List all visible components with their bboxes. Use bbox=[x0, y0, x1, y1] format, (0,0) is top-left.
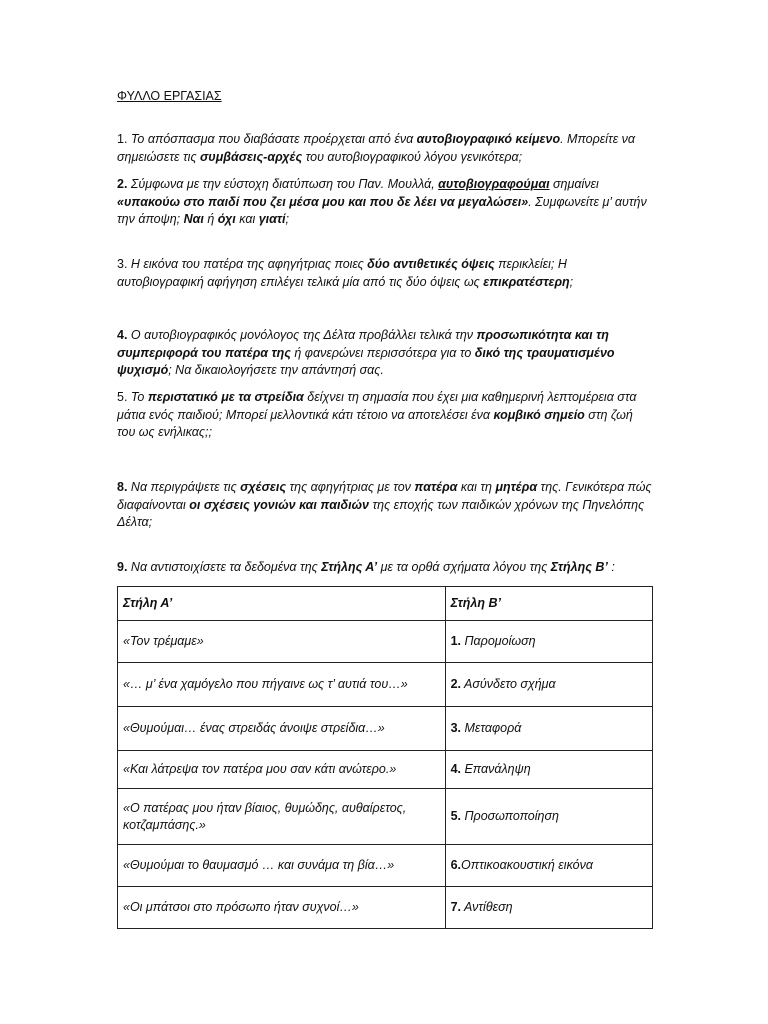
header-column-b: Στήλη Β’ bbox=[445, 587, 652, 621]
emphasis: σχέσεις bbox=[240, 480, 287, 494]
column-a-cell: «Και λάτρεψα τον πατέρα μου σαν κάτι ανώτερο.» bbox=[118, 751, 446, 789]
emphasis: κομβικό σημείο bbox=[493, 407, 585, 422]
emphasis: πατέρα bbox=[414, 480, 458, 494]
question-number: 2. bbox=[117, 177, 128, 191]
column-b-cell: 3. Μεταφορά bbox=[445, 707, 652, 751]
column-b-cell: 4. Επανάληψη bbox=[445, 751, 652, 789]
question-number: 8. bbox=[117, 480, 128, 494]
table-row bbox=[118, 707, 653, 751]
table-row bbox=[118, 663, 653, 707]
column-b-cell: 2. Ασύνδετο σχήμα bbox=[445, 663, 652, 707]
emphasis: προσωπικότητα και τη συμπεριφορά του πατέρα της bbox=[117, 328, 609, 360]
question-4: 4. Ο αυτοβιογραφικός μονόλογος της Δέλτα προβάλλει τελικά την προσωπικότητα και τη συμπεριφορά του πατέρα της ή φανερώνει περισσότερα για το δικό της τραυματισμένο ψυχισμό; Να δικαιολογήσετε την απάντησή σας. bbox=[117, 328, 615, 377]
table-row bbox=[118, 751, 653, 789]
question-number: 5. bbox=[117, 390, 128, 404]
column-a-cell: «… μ’ ένα χαμόγελο που πήγαινε ως τ’ αυτιά του…» bbox=[118, 663, 446, 707]
emphasis: επικρατέστερη bbox=[483, 274, 570, 289]
emphasis: δύο αντιθετικές όψεις bbox=[367, 257, 495, 271]
column-b-cell: 5. Προσωποποίηση bbox=[445, 789, 652, 845]
emphasis: Στήλης Β’ bbox=[550, 560, 608, 574]
column-a-cell: «Οι μπάτσοι στο πρόσωπο ήταν συχνοί…» bbox=[118, 887, 446, 929]
emphasis: συμβάσεις-αρχές bbox=[200, 149, 303, 164]
emphasis: Ναι bbox=[183, 212, 204, 226]
question-9: 9. Να αντιστοιχίσετε τα δεδομένα της Στήλης Α’ με τα ορθά σχήματα λόγου της Στήλης Β’ : bbox=[117, 560, 615, 574]
question-5: 5. Το περιστατικό με τα στρείδια δείχνει τη σημασία που έχει μια καθημερινή λεπτομέρεια στα μάτια ενός παιδιού; Μπορεί μελλοντικά κάτι τέτοιο να αποτελέσει ένα κομβικό σημείο στη ζωή του ως ενήλικας;; bbox=[117, 390, 637, 439]
matching-table bbox=[117, 586, 653, 929]
table-row bbox=[118, 887, 653, 929]
emphasis: Στήλης Α’ bbox=[321, 560, 378, 574]
column-a-cell: «Θυμούμαι… ένας στρειδάς άνοιψε στρείδια…» bbox=[118, 707, 446, 751]
column-b-cell: 7. Αντίθεση bbox=[445, 887, 652, 929]
question-number: 4. bbox=[117, 328, 128, 342]
column-b-cell: 6.Οπτικοακουστική εικόνα bbox=[445, 845, 652, 887]
column-a-cell: «Θυμούμαι το θαυμασμό … και συνάμα τη βία…» bbox=[118, 845, 446, 887]
emphasis: δικό της τραυματισμένο ψυχισμό bbox=[117, 345, 615, 377]
column-a-cell: «Ο πατέρας μου ήταν βίαιος, θυμώδης, αυθαίρετος, κοτζαμπάσης.» bbox=[118, 789, 446, 845]
header-column-a: Στήλη Α’ bbox=[118, 587, 446, 621]
table-row bbox=[118, 621, 653, 663]
table-header-row bbox=[118, 587, 653, 621]
emphasis: όχι bbox=[217, 212, 236, 226]
worksheet-title: ΦΥΛΛΟ ΕΡΓΑΣΙΑΣ bbox=[117, 89, 222, 103]
table-row bbox=[118, 845, 653, 887]
column-b-cell: 1. Παρομοίωση bbox=[445, 621, 652, 663]
emphasis: αυτοβιογραφικό κείμενο bbox=[416, 132, 561, 146]
emphasis: αυτοβιογραφούμαι bbox=[438, 177, 550, 191]
emphasis: μητέρα bbox=[495, 480, 538, 494]
question-number: 1. bbox=[117, 132, 128, 146]
emphasis: οι σχέσεις γονιών και παιδιών bbox=[189, 497, 369, 512]
question-3: 3. Η εικόνα του πατέρα της αφηγήτριας ποιες δύο αντιθετικές όψεις περικλείει; Η αυτοβιογραφική αφήγηση επιλέγει τελικά μία από τις δύο όψεις ως επικρατέστερη; bbox=[117, 257, 574, 289]
question-8: 8. Να περιγράψετε τις σχέσεις της αφηγήτριας με τον πατέρα και τη μητέρα της. Γενικότερα πώς διαφαίνονται οι σχέσεις γονιών και παιδιών της εποχής των παιδικών χρόνων της Πηνελόπης Δέλτα; bbox=[117, 480, 652, 529]
question-number: 9. bbox=[117, 560, 128, 574]
question-1: 1. Το απόσπασμα που διαβάσατε προέρχεται από ένα αυτοβιογραφικό κείμενο. Μπορείτε να σημειώσετε τις συμβάσεις-αρχές του αυτοβιογραφικού λόγου γενικότερα; bbox=[117, 132, 636, 164]
emphasis: γιατί bbox=[258, 212, 286, 226]
emphasis: «υπακούω στο παιδί που ζει μέσα μου και που δε λέει να μεγαλώσει» bbox=[117, 194, 529, 209]
table-row bbox=[118, 789, 653, 845]
column-a-cell: «Τον τρέμαμε» bbox=[118, 621, 446, 663]
question-2: 2. Σύμφωνα με την εύστοχη διατύπωση του Παν. Μουλλά, αυτοβιογραφούμαι σημαίνει «υπακούω στο παιδί που ζει μέσα μου και που δε λέει να μεγαλώσει». Συμφωνείτε μ’ αυτήν την άποψη; Ναι ή όχι και γιατί; bbox=[117, 177, 647, 226]
emphasis: περιστατικό με τα στρείδια bbox=[147, 390, 304, 404]
question-number: 3. bbox=[117, 257, 128, 271]
